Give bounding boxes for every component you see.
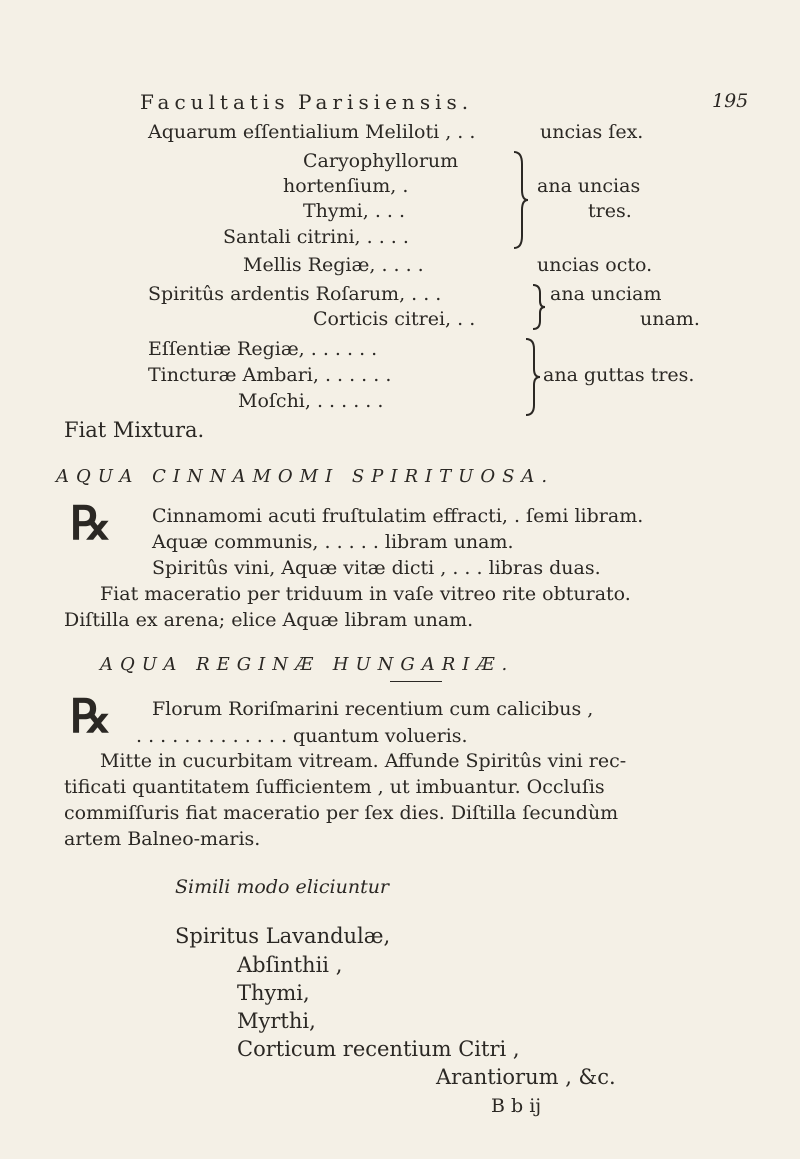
list-item: Myrthi, bbox=[237, 1009, 316, 1033]
page-number: 195 bbox=[712, 90, 749, 112]
recipe1-line: Tincturæ Ambari, . . . . . . bbox=[148, 364, 392, 386]
running-title-right: Parisiensis. bbox=[298, 90, 474, 114]
section3-line: tificati quantitatem ſufficientem , ut imbuantur. Occluſis bbox=[64, 776, 605, 798]
brace-icon bbox=[522, 337, 542, 417]
recipe1-line: Eſſentiæ Regiæ, . . . . . . bbox=[148, 338, 378, 360]
recipe1-line: hortenſium, . bbox=[283, 175, 409, 197]
section3-line: commiſſuris fiat maceratio per ſex dies. Diſtilla ſecundùm bbox=[64, 802, 619, 824]
recipe1-line: Caryophyllorum bbox=[303, 150, 459, 172]
title-rule bbox=[390, 681, 442, 682]
recipe1-qty: uncias octo. bbox=[537, 254, 653, 276]
brace-icon bbox=[510, 150, 530, 250]
list-item: Spiritus Lavandulæ, bbox=[175, 924, 391, 948]
recipe-symbol: ℞ bbox=[70, 496, 112, 550]
recipe1-line: Thymi, . . . bbox=[303, 200, 406, 222]
recipe1-line: Corticis citrei, . . bbox=[313, 308, 476, 330]
recipe1-qty: ana unciam bbox=[550, 283, 662, 305]
recipe1-qty: tres. bbox=[588, 200, 632, 222]
recipe1-line: Moſchi, . . . . . . bbox=[238, 390, 384, 412]
running-title-left: Facultatis bbox=[140, 90, 290, 114]
section2-line: Cinnamomi acuti fruſtulatim effracti, . ſemi libram. bbox=[152, 505, 644, 527]
list-item: Arantiorum , &c. bbox=[436, 1065, 616, 1089]
signature-mark: B b ij bbox=[491, 1095, 542, 1117]
brace-icon bbox=[530, 283, 546, 331]
recipe1-line: Mellis Regiæ, . . . . bbox=[243, 254, 424, 276]
section2-line: Spiritûs vini, Aquæ vitæ dicti , . . . libras duas. bbox=[152, 557, 601, 579]
section2-line: Diſtilla ex arena; elice Aquæ libram unam. bbox=[64, 609, 474, 631]
section3-line: Florum Roriſmarini recentium cum calicibus , bbox=[152, 698, 594, 720]
section3-line: Mitte in cucurbitam vitream. Affunde Spiritûs vini rec- bbox=[100, 750, 627, 772]
recipe1-qty: uncias ſex. bbox=[540, 121, 644, 143]
recipe-symbol: ℞ bbox=[70, 689, 112, 743]
section3-line: . . . . . . . . . . . . . quantum volueris. bbox=[136, 725, 468, 747]
section-title: AQUA CINNAMOMI SPIRITUOSA. bbox=[56, 466, 555, 487]
recipe1-qty: unam. bbox=[640, 308, 700, 330]
recipe1-line: Spiritûs ardentis Roſarum, . . . bbox=[148, 283, 442, 305]
recipe1-line: Santali citrini, . . . . bbox=[223, 226, 409, 248]
list-item: Corticum recentium Citri , bbox=[237, 1037, 520, 1061]
section2-line: Aquæ communis, . . . . . libram unam. bbox=[152, 531, 514, 553]
subheading: Simili modo eliciuntur bbox=[175, 876, 390, 898]
recipe1-qty: ana uncias bbox=[537, 175, 641, 197]
list-item: Thymi, bbox=[237, 981, 310, 1005]
recipe1-line: Aquarum eſſentialium Meliloti , . . bbox=[148, 121, 476, 143]
recipe1-fiat: Fiat Mixtura. bbox=[64, 418, 205, 442]
list-item: Abſinthii , bbox=[237, 953, 343, 977]
section3-line: artem Balneo-maris. bbox=[64, 828, 261, 850]
section-title: AQUA REGINÆ HUNGARIÆ. bbox=[100, 654, 515, 675]
section2-line: Fiat maceratio per triduum in vaſe vitreo rite obturato. bbox=[100, 583, 631, 605]
recipe1-qty: ana guttas tres. bbox=[543, 364, 695, 386]
